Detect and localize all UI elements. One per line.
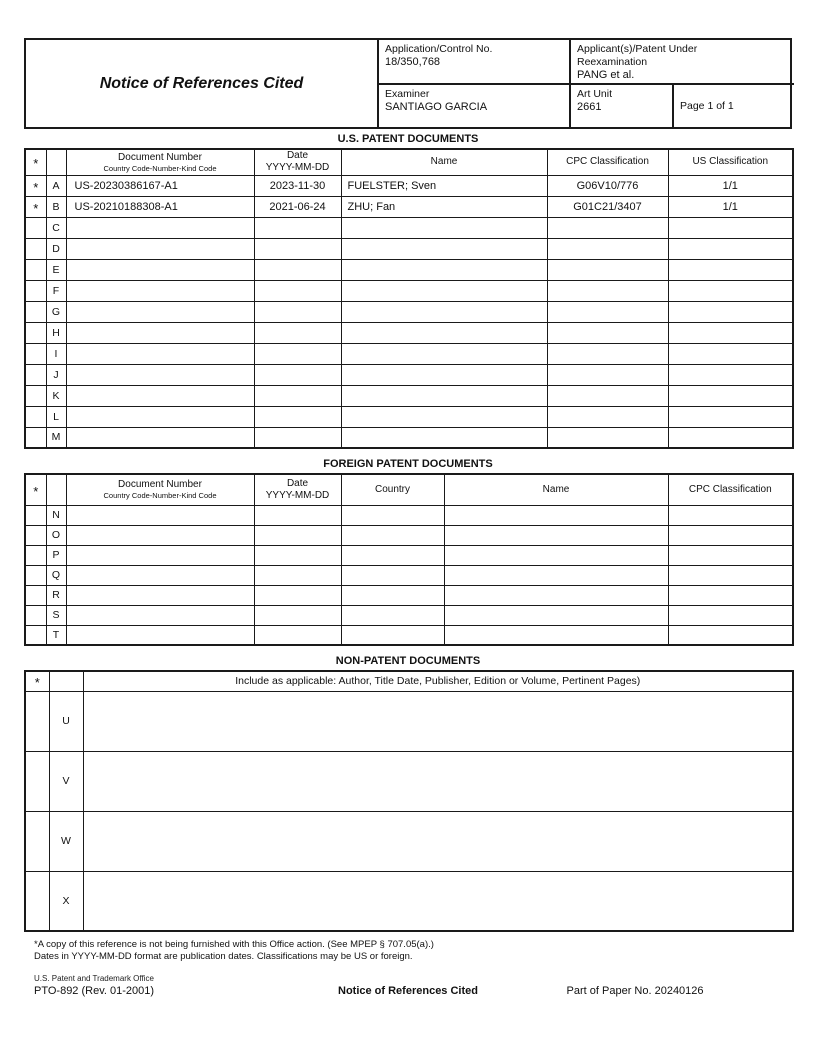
star-column-header: * <box>25 671 49 691</box>
us-classification-value <box>668 238 793 259</box>
table-row <box>25 605 793 625</box>
row-letter: W <box>49 811 83 871</box>
cpc-classification-value <box>668 545 793 565</box>
table-row <box>25 751 793 811</box>
document-number-value <box>66 505 254 525</box>
date-value <box>254 280 341 301</box>
document-number-value <box>66 238 254 259</box>
row-letter: R <box>46 585 66 605</box>
cpc-classification-value <box>547 217 668 238</box>
table-row <box>25 525 793 545</box>
cpc-classification-value <box>547 406 668 427</box>
star-cell <box>25 525 46 545</box>
star-cell <box>25 625 46 645</box>
table-row <box>25 691 793 751</box>
table-row <box>25 238 793 259</box>
document-number-value <box>66 301 254 322</box>
name-value <box>444 585 668 605</box>
cpc-classification-value <box>547 301 668 322</box>
row-letter: C <box>46 217 66 238</box>
form-number: PTO-892 (Rev. 01-2001) <box>34 985 155 997</box>
star-cell <box>25 238 46 259</box>
date-value <box>254 322 341 343</box>
row-letter: F <box>46 280 66 301</box>
cpc-classification-value <box>547 364 668 385</box>
star-cell <box>25 691 49 751</box>
star-cell <box>25 259 46 280</box>
name-value <box>341 385 547 406</box>
us-classification-value <box>668 364 793 385</box>
name-value <box>341 427 547 448</box>
non-patent-reference-text <box>83 751 793 811</box>
country-value <box>341 525 444 545</box>
form-title: Notice of References Cited <box>99 74 304 92</box>
cpc-classification-value <box>547 280 668 301</box>
star-cell <box>25 322 46 343</box>
footnote-date-format: Dates in YYYY-MM-DD format are publication dates. Classifications may be US or foreign. <box>34 951 413 962</box>
name-value <box>341 322 547 343</box>
name-value <box>341 301 547 322</box>
table-row <box>25 505 793 525</box>
cpc-classification-header: CPC Classification <box>668 474 793 505</box>
examiner-cell <box>377 83 569 127</box>
application-number-cell <box>377 40 569 83</box>
country-value <box>341 585 444 605</box>
document-number-value: US-20210188308-A1 <box>66 196 254 217</box>
name-value: ZHU; Fan <box>341 196 547 217</box>
star-cell: * <box>25 196 46 217</box>
footnotes <box>24 939 792 963</box>
table-row <box>25 175 793 196</box>
paper-number: Part of Paper No. 20240126 <box>566 985 704 997</box>
star-cell <box>25 565 46 585</box>
table-row <box>25 217 793 238</box>
footer-form-title: Notice of References Cited <box>338 985 478 997</box>
country-value <box>341 625 444 645</box>
section-title-non-patent: NON-PATENT DOCUMENTS <box>335 655 481 667</box>
row-letter: J <box>46 364 66 385</box>
name-value <box>341 364 547 385</box>
cpc-classification-value <box>668 505 793 525</box>
foreign-table-header <box>25 474 793 505</box>
row-letter: M <box>46 427 66 448</box>
letter-column-header <box>46 149 66 175</box>
us-classification-value <box>668 427 793 448</box>
us-classification-value <box>668 385 793 406</box>
table-header-row <box>25 474 793 505</box>
star-cell <box>25 280 46 301</box>
us-classification-value <box>668 343 793 364</box>
name-value <box>341 217 547 238</box>
name-value <box>341 280 547 301</box>
document-number-value <box>66 565 254 585</box>
date-value <box>254 545 341 565</box>
cpc-classification-value: G01C21/3407 <box>547 196 668 217</box>
document-number-header: Document Number Country Code-Number-Kind Code <box>66 149 254 175</box>
cpc-classification-value <box>668 605 793 625</box>
date-value <box>254 343 341 364</box>
table-header-row <box>25 149 793 175</box>
non-patent-reference-text <box>83 871 793 931</box>
star-cell <box>25 364 46 385</box>
document-number-value <box>66 585 254 605</box>
document-number-value: US-20230386167-A1 <box>66 175 254 196</box>
row-letter: A <box>46 175 66 196</box>
name-value: FUELSTER; Sven <box>341 175 547 196</box>
document-number-value <box>66 343 254 364</box>
date-value: 2021-06-24 <box>254 196 341 217</box>
cpc-classification-value <box>547 427 668 448</box>
applicant-value: PANG et al. <box>577 69 635 81</box>
table-row <box>25 811 793 871</box>
name-value <box>341 238 547 259</box>
table-row <box>25 343 793 364</box>
star-cell <box>25 505 46 525</box>
section-title-us-patents: U.S. PATENT DOCUMENTS <box>337 133 479 145</box>
form-header <box>24 38 792 129</box>
table-row <box>25 427 793 448</box>
non-patent-reference-text <box>83 691 793 751</box>
star-cell <box>25 871 49 931</box>
star-cell <box>25 217 46 238</box>
examiner-label: Examiner <box>385 88 430 100</box>
cpc-classification-value: G06V10/776 <box>547 175 668 196</box>
name-value <box>444 565 668 585</box>
date-value <box>254 301 341 322</box>
row-letter: B <box>46 196 66 217</box>
letter-column-header <box>46 474 66 505</box>
art-unit-cell <box>569 83 672 127</box>
table-row <box>25 364 793 385</box>
art-unit-label: Art Unit <box>577 88 613 100</box>
country-value <box>341 505 444 525</box>
us-classification-value <box>668 301 793 322</box>
us-patent-documents-table <box>24 148 794 449</box>
star-cell: * <box>25 175 46 196</box>
name-value <box>444 545 668 565</box>
star-cell <box>25 545 46 565</box>
row-letter: G <box>46 301 66 322</box>
document-number-value <box>66 364 254 385</box>
star-cell <box>25 811 49 871</box>
date-value <box>254 406 341 427</box>
date-value <box>254 605 341 625</box>
us-classification-value <box>668 217 793 238</box>
document-number-value <box>66 259 254 280</box>
date-value <box>254 427 341 448</box>
uspto-office-label: U.S. Patent and Trademark Office <box>34 974 154 983</box>
page-indicator: Page 1 of 1 <box>672 83 794 127</box>
name-header: Name <box>444 474 668 505</box>
cpc-classification-value <box>668 625 793 645</box>
row-letter: E <box>46 259 66 280</box>
name-header: Name <box>341 149 547 175</box>
cpc-classification-value <box>547 343 668 364</box>
document-number-value <box>66 385 254 406</box>
name-value <box>341 259 547 280</box>
us-classification-header: US Classification <box>668 149 793 175</box>
name-value <box>444 505 668 525</box>
country-value <box>341 605 444 625</box>
letter-column-header <box>49 671 83 691</box>
row-letter: U <box>49 691 83 751</box>
date-value <box>254 585 341 605</box>
non-patent-reference-text <box>83 811 793 871</box>
name-value <box>444 625 668 645</box>
cpc-classification-value <box>547 322 668 343</box>
pto-892-form <box>24 38 792 997</box>
date-value: 2023-11-30 <box>254 175 341 196</box>
us-table-header <box>25 149 793 175</box>
row-letter: S <box>46 605 66 625</box>
application-number-label: Application/Control No. <box>385 43 493 55</box>
star-column-header: * <box>25 149 46 175</box>
star-cell <box>25 605 46 625</box>
cpc-classification-value <box>668 585 793 605</box>
star-cell <box>25 751 49 811</box>
star-cell <box>25 406 46 427</box>
us-classification-value <box>668 259 793 280</box>
name-value <box>341 406 547 427</box>
applicant-cell <box>569 40 794 83</box>
cpc-classification-header: CPC Classification <box>547 149 668 175</box>
row-letter: I <box>46 343 66 364</box>
us-classification-value: 1/1 <box>668 196 793 217</box>
npl-table-header <box>25 671 793 691</box>
row-letter: K <box>46 385 66 406</box>
cpc-classification-value <box>547 385 668 406</box>
name-value <box>444 605 668 625</box>
country-value <box>341 565 444 585</box>
row-letter: N <box>46 505 66 525</box>
row-letter: X <box>49 871 83 931</box>
row-letter: O <box>46 525 66 545</box>
cpc-classification-value <box>547 259 668 280</box>
date-value <box>254 625 341 645</box>
table-row <box>25 322 793 343</box>
non-patent-documents-table <box>24 670 794 932</box>
table-row <box>25 259 793 280</box>
document-number-value <box>66 545 254 565</box>
row-letter: D <box>46 238 66 259</box>
document-number-header: Document Number Country Code-Number-Kind Code <box>66 474 254 505</box>
table-row <box>25 406 793 427</box>
cpc-classification-value <box>668 565 793 585</box>
date-value <box>254 525 341 545</box>
row-letter: V <box>49 751 83 811</box>
row-letter: L <box>46 406 66 427</box>
star-column-header: * <box>25 474 46 505</box>
foreign-patent-documents-table <box>24 473 794 646</box>
table-row <box>25 196 793 217</box>
country-header: Country <box>341 474 444 505</box>
document-number-value <box>66 525 254 545</box>
name-value <box>341 343 547 364</box>
us-classification-value <box>668 322 793 343</box>
name-value <box>444 525 668 545</box>
date-value <box>254 505 341 525</box>
table-row <box>25 280 793 301</box>
us-classification-value: 1/1 <box>668 175 793 196</box>
us-classification-value <box>668 406 793 427</box>
table-row <box>25 625 793 645</box>
row-letter: H <box>46 322 66 343</box>
table-row <box>25 871 793 931</box>
row-letter: Q <box>46 565 66 585</box>
document-number-value <box>66 217 254 238</box>
date-value <box>254 385 341 406</box>
document-number-value <box>66 280 254 301</box>
footnote-copy-notice: *A copy of this reference is not being furnished with this Office action. (See MPEP § 707.05(a).) <box>34 939 434 950</box>
row-letter: P <box>46 545 66 565</box>
document-number-value <box>66 322 254 343</box>
examiner-value: SANTIAGO GARCIA <box>385 101 488 113</box>
document-number-value <box>66 605 254 625</box>
date-header: Date YYYY-MM-DD <box>254 474 341 505</box>
cpc-classification-value <box>668 525 793 545</box>
date-value <box>254 565 341 585</box>
table-row <box>25 301 793 322</box>
country-value <box>341 545 444 565</box>
star-cell <box>25 585 46 605</box>
form-footer <box>24 974 792 997</box>
date-header: Date YYYY-MM-DD <box>254 149 341 175</box>
star-cell <box>25 427 46 448</box>
table-row <box>25 585 793 605</box>
document-number-value <box>66 625 254 645</box>
cpc-classification-value <box>547 238 668 259</box>
include-as-applicable-header: Include as applicable: Author, Title Date, Publisher, Edition or Volume, Pertinent Pages) <box>83 671 793 691</box>
us-classification-value <box>668 280 793 301</box>
date-value <box>254 238 341 259</box>
table-row <box>25 565 793 585</box>
document-number-value <box>66 406 254 427</box>
application-number-value: 18/350,768 <box>385 56 441 68</box>
document-number-value <box>66 427 254 448</box>
table-row <box>25 385 793 406</box>
date-value <box>254 364 341 385</box>
art-unit-value: 2661 <box>577 101 602 113</box>
applicant-label: Applicant(s)/Patent Under Reexamination <box>577 43 698 68</box>
table-header-row <box>25 671 793 691</box>
date-value <box>254 259 341 280</box>
section-title-foreign-patents: FOREIGN PATENT DOCUMENTS <box>323 458 493 470</box>
date-value <box>254 217 341 238</box>
star-cell <box>25 385 46 406</box>
row-letter: T <box>46 625 66 645</box>
star-cell <box>25 301 46 322</box>
star-cell <box>25 343 46 364</box>
table-row <box>25 545 793 565</box>
